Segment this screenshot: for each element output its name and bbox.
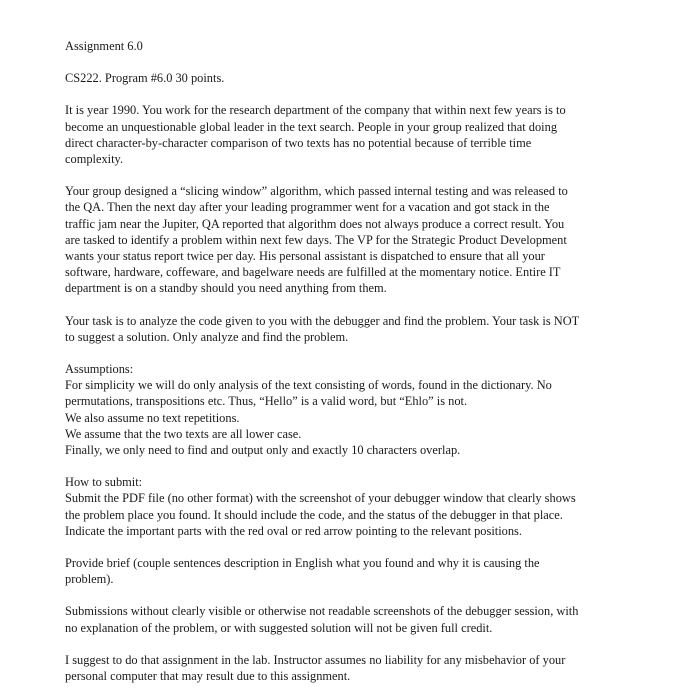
text-line: permutations, transpositions etc. Thus, “Hello” is a valid word, but “Ehlo” is not. — [65, 394, 468, 409]
document-page — [65, 38, 645, 700]
text-line: the problem place you found. It should include the code, and the status of the debugger in that place. — [65, 507, 563, 522]
text-line: For simplicity we will do only analysis of the text consisting of words, found in the dictionary. No — [65, 378, 552, 393]
paragraph-brief — [65, 555, 645, 587]
paragraph-intro — [65, 102, 645, 167]
text-line: complexity. — [65, 152, 124, 167]
paragraph-submit — [65, 474, 645, 539]
text-line: Provide brief (couple sentences description in English what you found and why it is causing the — [65, 556, 540, 571]
text-line: I suggest to do that assignment in the lab. Instructor assumes no liability for any misbehavior of your — [65, 652, 566, 667]
paragraph-story — [65, 183, 645, 296]
document-subtitle: CS222. Program #6.0 30 points. — [65, 71, 225, 86]
text-line: Your group designed a “slicing window” algorithm, which passed internal testing and was released to — [65, 184, 568, 199]
text-line: We also assume no text repetitions. — [65, 410, 240, 425]
text-line: software, hardware, coffeware, and bagelware needs are fulfilled at the momentary notice. Entire IT — [65, 265, 561, 280]
paragraph-penalty — [65, 603, 645, 635]
text-line: It is year 1990. You work for the research department of the company that within next few years is to — [65, 103, 566, 118]
text-line: Indicate the important parts with the red oval or red arrow pointing to the relevant positions. — [65, 523, 522, 538]
text-line: become an unquestionable global leader in the text search. People in your group realized that doing — [65, 119, 558, 134]
text-line: direct character-by-character comparison of two texts has no potential because of terrible time — [65, 135, 532, 150]
text-line: Submissions without clearly visible or otherwise not readable screenshots of the debugger session, with — [65, 604, 579, 619]
text-line: traffic jam near the Jupiter, QA reported that algorithm does not always produce a correct result. You — [65, 216, 565, 231]
text-line: no explanation of the problem, or with suggested solution will not be given full credit. — [65, 620, 493, 635]
text-line: problem). — [65, 572, 114, 587]
text-line: wants your status report twice per day. His personal assistant is dispatched to ensure that all your — [65, 249, 545, 264]
paragraph-assumptions — [65, 361, 645, 458]
text-line: Finally, we only need to find and output only and exactly 10 characters overlap. — [65, 443, 461, 458]
paragraph-task — [65, 313, 645, 345]
text-line: to suggest a solution. Only analyze and find the problem. — [65, 329, 349, 344]
text-line: the QA. Then the next day after your leading programmer went for a vacation and got stack in the — [65, 200, 550, 215]
text-line: department is on a standby should you need anything from them. — [65, 281, 387, 296]
text-line: personal computer that may result due to this assignment. — [65, 669, 351, 684]
text-line: Assumptions: — [65, 362, 134, 377]
paragraph-liability — [65, 652, 645, 684]
document-title: Assignment 6.0 — [65, 39, 143, 53]
text-line: Your task is to analyze the code given to you with the debugger and find the problem. Your task is NOT — [65, 313, 580, 328]
text-line: are tasked to identify a problem within next few days. The VP for the Strategic Product Development — [65, 232, 567, 247]
text-line: How to submit: — [65, 475, 143, 490]
text-line: We assume that the two texts are all lower case. — [65, 426, 302, 441]
document-body — [65, 102, 645, 684]
text-line: Submit the PDF file (no other format) with the screenshot of your debugger window that clearly shows — [65, 491, 576, 506]
